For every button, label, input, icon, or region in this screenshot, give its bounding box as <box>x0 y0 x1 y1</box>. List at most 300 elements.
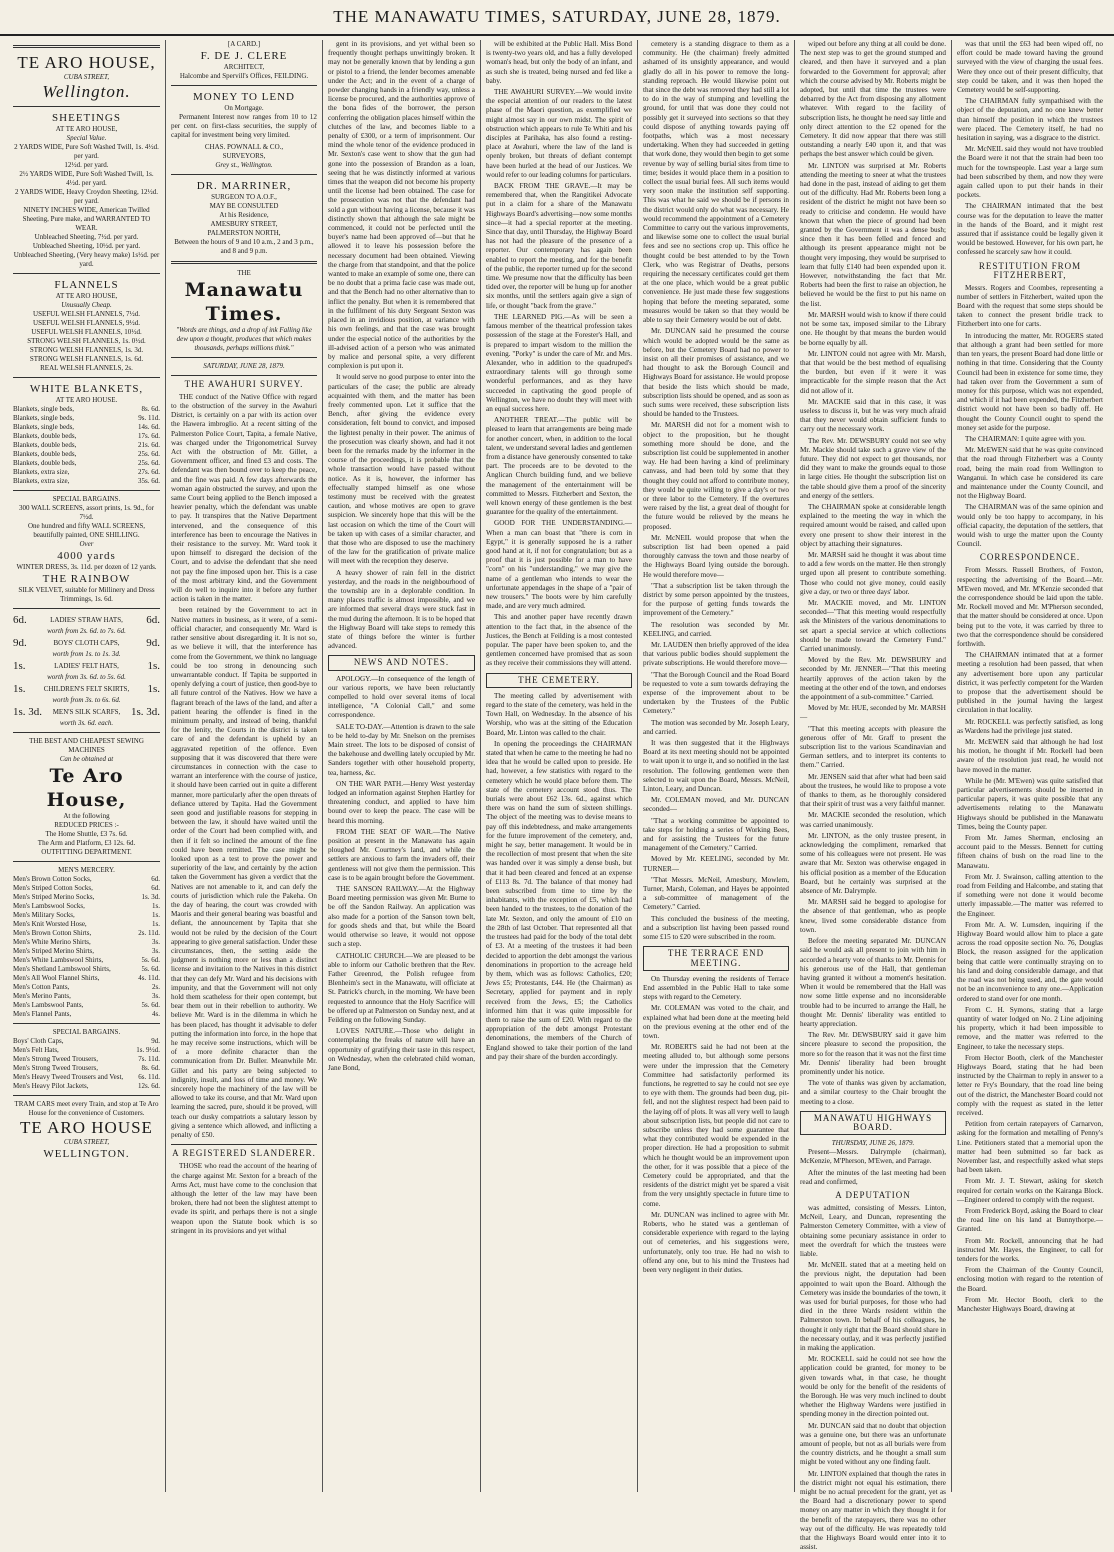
sheeting-item: 2½ YARDS WIDE, Pure Soft Washed Twill, 1s. 4½d. per yard. <box>19 170 154 187</box>
blanket-row-cell: 17s. 6d. <box>138 432 160 440</box>
terrace-text: wiped out before any thing at all could be done. The next step was to get the ground stumped and cleared, and then have it surveyed and a plan forwarded to the Government for approval; after which the course advised by Mr. Roberts might be adopted, but until that time the trustees were debarred by the Act from disposing any allotment whatever. With regard to the facility of subscription lists, he thought he need say little and only direct attention to the £2 opened for the Cemetery. It did now appear that there was still outstanding a nearly £40 upon it, and that was perhaps the best answer which could be given. <box>800 40 946 159</box>
terrace-text: Before the meeting separated Mr. DUNCAN said he would ask all present to join with him in accorded a hearty vote of thanks to Mr. Dennis for his generous use of the Hall, that gentleman having granted it without a moment's hesitation. When it would be remembered that the Hall was now some little expense and no inconsiderable trouble had to be incurred to arrange the Hall, he thought Mr. Dennis' liberality was entitled to hearty appreciation. <box>800 937 946 1028</box>
terrace-text: Mr. LINTON could not agree with Mr. Marsh, that that would be the best method of equalising the burden, but even if it were it was impracticable for the simple reason that the Act did not allow of it. <box>800 349 946 395</box>
column-5 <box>638 40 795 1492</box>
terrace-text: Mr. MACKIE moved, and Mr. LINTON seconded—"That this meeting would respectfully ask the Ministers of the various denominations to set apart a special service at which collections should be made toward the Cemetery Fund." Carried unanimously. <box>800 598 946 653</box>
mercery-row-cell: 5s. 6d. <box>141 1001 160 1009</box>
blanket-row <box>13 450 160 459</box>
special-bargains-2: SPECIAL BARGAINS. <box>52 1028 121 1036</box>
flannel-item: REAL WELSH FLANNELS, 2s. <box>40 364 133 372</box>
price-cell: 9d. <box>146 637 160 649</box>
cemetery-text: Moved by Mr. KEELING, seconded by Mr. TURNER— <box>643 855 789 873</box>
bargain-row-cell: Men's Strong Tweed Trousers, <box>13 1064 99 1072</box>
worth-from: worth 3s. 6d. each. <box>59 719 114 727</box>
blanket-row-cell: Blankets, single beds, <box>13 405 75 413</box>
mercery-row-cell: 4s. 11d. <box>138 974 160 982</box>
mercery-row-cell: 1s. <box>152 902 160 910</box>
flannels-sub: AT TE ARO HOUSE, <box>55 292 118 300</box>
tram-cars: TRAM CARS meet every Train, and stop at Te Aro House for the convenience of Customers. <box>14 1100 159 1117</box>
cemetery-text: Mr. LAUDEN then briefly approved of the idea that various public bodies should supplement the private subscriptions. He would therefore move— <box>643 641 789 668</box>
terrace-text: Mr. COLEMAN was voted to the chair, and explained what had been done at the meeting held on the previous evening at the other end of the town. <box>643 1004 789 1040</box>
mercery-row-cell: Men's Flannel Pants, <box>13 1010 72 1018</box>
sheetings-sub: AT TE ARO HOUSE, <box>55 125 118 133</box>
highways-text: From Frederick Boyd, asking the Board to clear the road line on his land at Bunnythorpe.—Granted. <box>957 1206 1103 1234</box>
worth-from: worth from 3s. 6d. to 5s. 6d. <box>47 673 126 681</box>
mercery-row-cell: 1s. 3d. <box>141 893 160 901</box>
mercery-row-cell: 3s. <box>152 938 160 946</box>
highways-text: The CHAIRMAN intimated that the best course was for the deputation to leave the matter in the hands of the Board, and it might rest assured that if assistance could be legally given it would be bestowed. However, for his own part, he confessed he scarcely saw how it could. <box>957 202 1103 257</box>
blanket-row-cell: 25s. 6d. <box>138 459 160 467</box>
mercery-row-cell: Men's Striped Merino Shirts, <box>13 947 94 955</box>
mercery-row-cell: 1s. <box>152 920 160 928</box>
mercery-head: MEN'S MERCERY. <box>58 866 115 874</box>
highways-text: Mr. DUNCAN said that no doubt that objection was a genuine one, but there was an unfortunate amount of people, but not as all burials were from the country districts, and he thought a small sum might be voted without any one finding fault. <box>800 1421 946 1467</box>
price-cell: 9d. <box>13 637 27 649</box>
blankets-head: WHITE BLANKETS, <box>29 383 144 395</box>
price-cell: BOYS' CLOTH CAPS, <box>53 639 120 647</box>
highways-text: From Mr. Rockell, announcing that he had instructed Mr. Hayes, the Engineer, to call for tenders for the works. <box>957 1236 1103 1263</box>
blanket-row-cell: Blankets, extra size, <box>13 468 70 476</box>
blanket-row <box>13 423 160 432</box>
cemetery-text: "That a subscription list be taken through the district by some person appointed by the trustees, for the purpose of getting funds towards the improvement of the Cemetery." <box>643 581 789 618</box>
terrace-text: Mr. DUNCAN was inclined to agree with Mr. Roberts, who he stated was a gentleman of considerable experience with regard to the laying out of cemeteries, and his suggestions were, unfortunately, only too true. He had no wish to offend any one, but to his mind the Trustees had been very negligent in their duties. <box>643 1210 789 1274</box>
masthead: THE MANAWATU TIMES, SATURDAY, JUNE 28, 1879. <box>0 0 1114 36</box>
flannels-head: FLANNELS <box>54 279 119 291</box>
highways-text: Mr. McNEIL said they would not have troubled the Board were it not that the strain had been too much for the townspeople. Last year a large sum had been subscribed by them, and now they were again called upon to put their hands in their pockets. <box>957 145 1103 200</box>
slander-text: THOSE who read the account of the hearing of the charge against Mr. Sexton for a breach of the Arms Act, must have come to the conclusion that although the letter of the law may have been broken, there had not been the slightest attempt to evade its spirit, and perhaps there is not a single weapon upon the Statute book which is so stringent in its provisions and yet withal <box>171 1162 317 1235</box>
bargain-row <box>13 1073 160 1082</box>
sewing-sub: Can be obtained at <box>59 755 114 763</box>
mercery-row-cell: 6d. <box>151 875 160 883</box>
outfitting-head: OUTFITTING DEPARTMENT. <box>41 848 132 856</box>
mercery-row-cell: Men's All Wool Flannel Shirts, <box>13 974 100 982</box>
highways-text: Mr. McNEIL stated that at a meeting held on the previous night, the deputation had been appointed to wait upon the Board. Although the Cemetery was inside the boundaries of the town, it was used for burial purposes, for those who had died in the three Wards resident within the Palmerston town. In behalf of his colleagues, he thought it only right that the Board should share in the necessary outlay, and it was perfectly justified in making the application. <box>800 1261 946 1353</box>
blankets-sub: AT TE ARO HOUSE. <box>55 396 118 404</box>
terrace-text: "That this meeting accepts with pleasure the generous offer of Mr. Graff to present the subscription list to the various Scandinavian and German settlers, and to interpret its contents to them." Carried. <box>800 724 946 770</box>
price-cell: 6d. <box>146 614 160 626</box>
price-row <box>13 705 160 719</box>
highways-text: The CHAIRMAN: I quite agree with you. <box>965 434 1086 443</box>
highways-text: From Mr. J. Swainson, calling attention to the road from Feilding and Halcombe, and stating that if something were not done it would become utterly impassable.—The matter was referred to the Engineer. <box>957 872 1103 918</box>
worth-from: worth from 1s. to 1s. 3d. <box>52 650 121 658</box>
blanket-row-cell: Blankets, double beds, <box>13 432 77 440</box>
highways-text: From Mr. A. W. Lumsden, inquiring if the Highway Board would allow him to place a gate across the road opposite section No. 76, Douglas Block, the reason assigned for the application being that cattle were continually straying on to his land and doing considerable damage, and that the road was not being used, and, the gate would not be an inconvenience to any one.—Application ordered to stand over for one month. <box>957 920 1103 1003</box>
highways-text: From Mr. James Sherman, enclosing an account paid to the Messrs. Bennett for cutting fifteen chains of bush on the road line to the Manawatu. <box>957 834 1103 870</box>
bargain-row-cell: 9d. <box>151 1037 160 1045</box>
grey-street: Grey st., Wellington. <box>215 160 273 169</box>
mercery-row-cell: Men's Striped Merino Socks, <box>13 893 95 901</box>
highways-text: was that until the £63 had been wiped off, no effort could be made toward having the ground surveyed with the view of charging the usual fees. Were they once out of their present difficulty, that step could be taken, and it was then hoped the Cemetery would be self-supporting. <box>957 40 1103 95</box>
highways-text: Mr. ROCKELL said he could not see how the application could be granted, for money to be given towards what, in that case, he thought would be only for the benefit of the residents of the Borough. He was very much inclined to doubt whether the Highway Wardens were justified in spending money in the direction pointed out. <box>800 1355 946 1419</box>
winter-dress: WINTER DRESS, 3s. 11d. per dozen of 12 yards. <box>16 563 157 571</box>
shop-street: CUBA STREET, <box>63 73 110 81</box>
highways-text: Mr. McEWEN said that he was quite convinced that the road through Fitzherbert was a County road, being the main road from Wellington to Wanganui. In which case he considered its care and maintenance under the County Council, and not the Highway Board. <box>957 446 1103 501</box>
highways-text: From C. H. Symons, stating that a large quantity of water lodged on No. 2 Line adjoining his property, which it had been impossible to remove, and the matter was referred to the Engineer, to take the necessary steps. <box>957 1005 1103 1051</box>
rainbow-sub: SILK VELVET, suitable for Millinery and Dress Trimmings, 1s. 6d. <box>18 586 155 603</box>
highways-text: Mr. LINTON explained that though the rates in the district might not equal his estimation, there might be no actual precedent for the grant, yet as the Board had a discretionary power to spend money on any matter in which they thought it for the benefit of the ratepayers, there was no other way out of the difficulty. He was repeatedly told that the Highways Board would enter into it to assist. <box>800 1469 946 1552</box>
terrace-text: Mr. MACKIE seconded the resolution, which was carried unanimously. <box>800 811 946 829</box>
blanket-row-cell: 27s. 6d. <box>138 468 160 476</box>
highways-text: The CHAIRMAN intimated that at a former meeting a resolution had been passed, that when any advertisement bore upon any particular district, it was perfectly competent for the Warden to propose that the advertisement should be published in the journal having the largest circulation in that locality. <box>957 651 1103 715</box>
news-item: THE LEARNED PIG.—As will be seen a famous member of the theatrical profession takes possession of the stage at the Forester's Hall, and is prepared to impart wisdom to the million the evening. "Porky" is under the care of Mr. and Mrs. Alexander, who in addition to the quadruped's extraordinary talents will go through some wonderful performances, and as they have succeeded in captivating the good people of Wellington, we have no doubt they will meet with an equal success here. <box>486 312 632 413</box>
mercery-row-cell: Men's White Lambswool Shirts, <box>13 956 104 964</box>
blanket-list <box>13 405 160 486</box>
article-text: gent in its provisions, and yet withal been so frequently thought perhaps unwittingly broken. It may not be generally known that by lending a gun or pistol to a friend, the lender becomes amenable under the Act; and in the event of a charge of powder changing hands in a friendly way, unless a license be procured, and the authorities approve of the bona fides of the borrower, the person conferring the obligation places himself within the clutches of the law, and becomes liable to a penalty of £300, or a term of imprisonment. Our mind the whole tenor of the evidence produced in Mr. Sexton's case went to show that the gun had gone into the possession of Brandon as a loan, seeing that he was distinctly informed at various times that the weapon did not become his property until the license had been obtained. The case for the prosecution was not that the defendant had sold a gun without having a license, because it was distinctly shown that although the sale might be commenced, it could not be perfected until the buyer's name had been approved of—but that he allowed it to leave his possession before the necessary document had been obtained. Viewing the charge from that standpoint, and that the police wanted to make an example of some one, there can be no doubt that a prima facie case was made out, and that the Bench had no other alternative than to inflict the penalty. But when it is remembered that in the fulfilment of his duty Sergeant Sexton was placed in an invidious position, at variance with his own feelings, and that the case was brought under the especial notice of the authorities by the ill-advised action of a person who was animated by malice and personal spite, a very different complexion is put upon it. <box>328 40 475 371</box>
terrace-text: The Rev. Mr. DEWSBURY could not see why Mr. Mackie should take such a grave view of the future. They did not expect to get thousands, nor did they want to make the grounds equal to those in large cities. He thought the subscription list on the table should give them a proof of the sincerity and energy of the settlers. <box>800 436 946 500</box>
blanket-row <box>13 468 160 477</box>
blanket-row-cell: Blankets, single beds, <box>13 423 75 431</box>
bargain-row-cell: Men's Felt Hats, <box>13 1046 59 1054</box>
terrace-text: Mr. MACKIE said that in this case, it was useless to discuss it, but he was very much afraid that they never would obtain sufficient funds to carry out the necessary work. <box>800 397 946 434</box>
highways-text: From Mr. J. T. Stewart, asking for sketch required for certain works on the Kairanga Block.—Engineer ordered to comply with the request. <box>957 1177 1103 1204</box>
price-row <box>13 613 160 627</box>
cemetery-head: THE CEMETERY. <box>486 673 632 688</box>
columns <box>8 40 1108 1552</box>
highways-text: Mr. ROCKELL was perfectly satisfied, as long as Wardens had the privilege just stated. <box>957 717 1103 735</box>
column-1-te-aro-advert <box>8 40 166 1492</box>
highways-text: Present—Messrs. Dalrymple (chairman), McKenzie, M'Pherson, M'Ewen, and Parrage. <box>800 1148 946 1166</box>
cemetery-text: In opening the proceedings the CHAIRMAN stated that when he came to the meeting he had no idea that he would be called upon to preside. He had, however, a few statistics with regard to the cemetery which he would place before them. The state of the cemetery account stood thus. The burials were about £62 13s. 6d., against which there was on hand the sum of sixteen shillings. The object of the meeting was to devise means to pay off this indebtedness, and make arrangements for the future improvement of the cemetery, and, might he say, better management. It would be in the recollection of most present that when the site was handed over it was simply a dense bush, but that it had been cleared and fenced at an expense of £113 8s. 7d. The balance of that money had been subscribed from time to time by the inhabitants, with the exception of £5, which had been handed to the trustees, to the donation of the late Mr. Sexton, and only the amount of £10 on the 28th of last October. That represented all that the trustees had paid for the body of the total debt of £3. At a meeting of the trustees it had been decided to apportion the debt amongst the various denominations in proportion to the acreage held by them, which was as follows: Catholics, £20; Jews £5; Protestants, £44. He (the Chairman) as Secretary, applied for payment and in reply received from the Jews, £5; the Catholics informed him that it was quite impossible for them to raise the sum of £20. With regard to the appropriation of the debt amongst Protestant denominations, the members of the Church of England showed to take their portion of the land and pay their share of the burden accordingly. <box>486 739 632 1061</box>
mercery-row <box>13 947 160 956</box>
arm-platform: The Arm and Platform, £3 12s. 6d. <box>37 839 136 847</box>
consult-hours: Between the hours of 9 and 10 a.m., 2 and 3 p.m., and 8 and 9 p.m. <box>174 237 314 255</box>
footer-street: CUBA STREET, <box>63 1138 110 1146</box>
money-to-lend: MONEY TO LEND <box>192 91 295 103</box>
sewing-head: THE BEST AND CHEAPEST SEWING MACHINES <box>29 737 144 754</box>
highways-text: From the Chairman of the County Council, enclosing motion with regard to the retention of the Board. <box>957 1266 1103 1293</box>
blanket-row-cell: 14s. 6d. <box>138 423 160 431</box>
mercery-row <box>13 875 160 884</box>
mercery-row <box>13 983 160 992</box>
bargain-row-cell: 6s. 11d. <box>138 1073 160 1081</box>
fitzherbert-head: RESTITUTION FROM FITZHERBERT, <box>978 260 1082 280</box>
news-item: CATHOLIC CHURCH.—We are pleased to be able to inform our Catholic brethren that the Rev. Father Greenrod, the Polish refugee from Blenheim's sect in the Manawatu, will officiate at St. Patrick's church, in the morning. We have been requested to announce that the Holy Sacrifice will be offered up at Palmerston on Sunday next, and at Feilding on the following Sunday. <box>328 951 475 1024</box>
mercery-row-cell: 6d. <box>151 884 160 892</box>
mercery-row <box>13 920 160 929</box>
blanket-row-cell: 8s. 6d. <box>141 405 160 413</box>
bargain-row-cell: 8s. 6d. <box>141 1064 160 1072</box>
sheeting-item: Unbleached Sheeting, 7½d. per yard. <box>34 233 139 241</box>
terrace-text: Mr. MARSH would wish to know if there could not be some tax, imposed similar to the Library one. He thought by that means the burden would be borne equally by all. <box>800 310 946 347</box>
blanket-row-cell: Blankets, double beds, <box>13 450 77 458</box>
mercery-row-cell: Men's Lambswool Pants, <box>13 1001 84 1009</box>
bargain-row <box>13 1037 160 1046</box>
article-text: A heavy shower of rain fell in the district yesterday, and the roads in the neighbourhood of the township are in a deplorable condition. In many places traffic is almost impossible, and we are informed that several drays were stuck fast in the mud during the afternoon. It is to be hoped that the Highway Board will take steps to remedy this state of things before the winter is further advanced. <box>328 568 475 651</box>
mercery-row-cell: Men's Knit Worsted Hose, <box>13 920 87 928</box>
consulted-label: MAY BE CONSULTED <box>209 201 279 210</box>
mercery-row-cell: 4s. <box>152 1010 160 1018</box>
flannel-item: USEFUL WELSH FLANNELS, 7½d. <box>33 310 140 318</box>
card-label: [A CARD.] <box>227 40 261 48</box>
mercery-row <box>13 902 160 911</box>
paper-title: Manawatu Times. <box>184 278 304 325</box>
highways-text: The CHAIRMAN fully sympathised with the object of the deputation, and no one knew better than himself the position in which the trustees were placed. The Cemetery itself, he had no hesitation in saying, was a disgrace to the district. <box>957 97 1103 143</box>
mercery-row <box>13 1010 160 1019</box>
blanket-row-cell: 25s. 6d. <box>138 450 160 458</box>
terrace-text: On Thursday evening the residents of Terrace End assembled in the Public Hall to take some steps with regard to the Cemetery. <box>643 974 789 1002</box>
slander-title: A REGISTERED SLANDERER. <box>172 1148 316 1159</box>
mercery-row <box>13 992 160 1001</box>
blanket-row <box>13 459 160 468</box>
news-item: THE SANSON RAILWAY.—At the Highway Board meeting permission was given Mr. Burne to be off the Sandon Railway. An application was also made for a portion of the Sanson town belt, for goods sheds and that, but while the Board would otherwise so leave, it would not oppose such a step. <box>328 885 475 949</box>
highways-text: From Hector Booth, clerk of the Manchester Highways Board, stating that he had been instructed by the Chairman to reply in answer to a letter re Fry's Boundary, that the road line being out of the district, the Manchester Board could not comply with the request as stated in the letter received. <box>957 1053 1103 1117</box>
deputation-head: A DEPUTATION <box>835 1189 911 1200</box>
mercery-row <box>13 956 160 965</box>
residence-label: At his Residence, <box>219 210 269 219</box>
cemetery-text: "That a working committee be appointed to take steps for holding a series of Working Bees, and for assisting the Trustees for the future management of the Cemetery." Carried. <box>643 816 789 853</box>
flannels-note: Unusually Cheap. <box>61 301 112 309</box>
mercery-row-cell: Men's White Merino Shirts, <box>13 938 91 946</box>
price-list <box>13 613 160 728</box>
blanket-row <box>13 441 160 450</box>
column-6 <box>795 40 952 1552</box>
mercery-row-cell: Men's Brown Cotton Shirts, <box>13 929 92 937</box>
blanket-row <box>13 477 160 486</box>
bargain-row <box>13 1046 160 1055</box>
news-item: APOLOGY.—In consequence of the length of our various reports, we have been reluctantly compelled to hold over several items of local intelligence, "A Colonial Call," and some correspondence. <box>328 674 475 720</box>
over-label: Over <box>79 540 94 548</box>
mercery-row-cell: 1s. <box>152 911 160 919</box>
highways-head: MANAWATU HIGHWAYS BOARD. <box>800 1111 946 1135</box>
cemetery-text: Mr. McNEIL would propose that when the subscription list had been opened a paid thoroughly canvass the town and those nearby of the Highways Board lying outside the borough. He would therefore move— <box>643 533 789 579</box>
price-cell: 1s. <box>147 683 160 695</box>
highways-text: Mr. McEWEN said that although he had lost his motion, he thought if Mr. Rockell had been aware of the resolution just read, he would not have moved in the matter. <box>957 738 1103 774</box>
surgeon-label: SURGEON TO A.O.F., <box>211 192 277 201</box>
cemetery-text: Mr. DUNCAN said he presumed the course which would be adopted would be the same as before, but the Cemetery Board had no power to insist on all their promises of assistance, and we had thought to ask the Borough Council and Highways Board for assistance. He would propose that beside the lists which should be made, subscription lists should be opened, and as soon as such sums were received, these subscription lists should be handed to the Trustees. <box>643 327 789 419</box>
clere-name: F. DE J. CLERE <box>200 50 288 62</box>
mercery-row-cell: 5s. 6d. <box>141 956 160 964</box>
bargain-list <box>13 1037 160 1091</box>
blanket-row <box>13 414 160 423</box>
news-item: will be exhibited at the Public Hall. Miss Bond is twenty-two years old, and has a fully developed woman's head, but only the body of an infant, and as such she is treated, being nursed and fed like a baby. <box>486 40 632 85</box>
column-7 <box>952 40 1108 1492</box>
sheeting-item: Unbleached Sheeting, (Very heavy make) 1s½d. per yard. <box>13 251 160 268</box>
highways-text: The CHAIRMAN was of the same opinion and would only be too happy to accompany, in his official capacity, the deputation of the settlers, that would wish to urge the matter upon the County Council. <box>957 503 1103 549</box>
mercery-row <box>13 1001 160 1010</box>
marriner-name: DR. MARRINER, <box>196 179 292 192</box>
terrace-text: Mr. MARSH said he begged to apologise for the absence of that gentleman, who as people knew, lived some considerable distance from town. <box>800 898 946 934</box>
terrace-text: Mr. LINTON, as the only trustee present, in acknowledging the compliment, remarked that some of his colleagues were not present. He was aware that Mr. Sexton was otherwise engaged in his official position as a member of the Education Board, but he certainly was surprised at the absence of Mr. Dalrymple. <box>800 831 946 896</box>
price-row <box>13 682 160 696</box>
terrace-text: Mr. LINTON was surprised at Mr. Roberts attending the meeting to sneer at what the trustees had done in the past, instead of aiding to get them out of the difficulty. Had Mr. Roberts been long a resident of the district he might not have been so ready to criticise and condemn. He would have known that when the piece of ground had been granted by the Government it was a dense bush; since then it has been felled and fenced and although its present appearance might not be thought very imposing, they would be surprised to learn that fully £140 had been expended upon it. However, notwithstanding the fact that Mr. Roberts had been the first to raise an objection, he believed he would be the first to put his name on the list. <box>800 161 946 308</box>
mercery-row-cell: Men's Brown Cotton Socks, <box>13 875 92 883</box>
price-cell: MEN'S SILK SCARFS, <box>52 708 121 716</box>
mercery-list <box>13 875 160 1019</box>
bargain-row <box>13 1082 160 1091</box>
cemetery-text: It was then suggested that it the Highways Board at its next meeting should not be appointed to wait upon it to urge it, and so notified in the last resolution. The following gentlemen were then selected to wait upon the Board, Messrs. McNeil, Linton, Leary, and Duncan. <box>643 739 789 794</box>
cemetery-text: "That the Borough Council and the Road Board be requested to vote a sum towards defraying the expense of the improvement about to be undertaken by the Trustees of the Public Cemetery." <box>643 670 789 716</box>
news-item: ANOTHER TREAT.—The public will be pleased to learn that arrangements are being made for another concert, when, in addition to the local talent, we understand several ladies and gentlemen from a distance have generously consented to take part. The proceeds are to be devoted to the Anglican Church building fund, and we believe the management of the entertainment will be committed to Messrs. Fitzherbert and Sexton, the well known energy of these gentlemen is the best guarantee for the quality of the entertainment. <box>486 416 632 517</box>
bargain-row <box>13 1055 160 1064</box>
price-cell: LADIES' STRAW HATS, <box>50 616 123 624</box>
special-bargains: SPECIAL BARGAINS. <box>52 495 121 503</box>
mercery-row <box>13 974 160 983</box>
sheeting-item: NINETY INCHES WIDE, American Twilled Sheeting, Pure make, and WARRANTED TO WEAR. <box>22 206 151 232</box>
blanket-row-cell: Blankets, double beds, <box>13 459 77 467</box>
pownall: CHAS. POWNALL & CO., <box>204 142 284 151</box>
wall-screens: 300 WALL SCREENS, assort prints, 1s. 9d., for 7½d. <box>19 504 154 521</box>
price-cell: LADIES' FELT HATS, <box>54 662 119 670</box>
bargain-row-cell: 12s. 6d. <box>138 1082 160 1090</box>
worth-from: worth from 2s. 6d. to 7s. 6d. <box>47 627 126 635</box>
blanket-row-cell: 9s. 11d. <box>138 414 160 422</box>
news-item: LOVES NATURE.—Those who delight in contemplating the freaks of nature will have an opportunity of gratifying their taste in this respect, on Wednesday, when the celebrated child woman, Jane Bond, <box>328 1027 475 1072</box>
mercery-row <box>13 884 160 893</box>
mercery-row-cell: 3s. <box>152 992 160 1000</box>
bargain-row <box>13 1064 160 1073</box>
news-item: ON THE WAR PATH.—Henry West yesterday lodged an information against Stephen Hartley for threatening conduct, and applied to have him bound over to keep the peace. The case will be heard this morning. <box>328 779 475 825</box>
flannel-item: STRONG WELSH FLANNELS, 1s. 0½d. <box>27 337 146 345</box>
highways-text: While he (Mr. M'Ewen) was quite satisfied that particular advertisements should be inserted in particular papers, it was quite possible that any advertisements relating to the Manawatu Highways should be published in the Manawatu Times, being the County paper. <box>957 776 1103 831</box>
worth-from: worth from 3s. to 6s. 6d. <box>52 696 121 704</box>
yards-label: 4000 yards <box>57 550 116 562</box>
column-4 <box>481 40 638 1492</box>
cemetery-text: The resolution was seconded by Mr. KEELING, and carried. <box>643 620 789 638</box>
news-item: SALE TO-DAY.—Attention is drawn to the sale to be held to-day by Mr. Snelson on the premises Main street. The lots to be disposed of consist of the bakehouse and dwelling lately occupied by Mr. Sanders together with other household property, tea, harness, &c. <box>328 722 475 777</box>
flannel-item: USEFUL WELSH FLANNELS, 10½d. <box>31 328 142 336</box>
news-item: THE AWAHURI SURVEY.—We would invite the especial attention of our readers to the latest phase of the Maori question, as exemplified we might almost say in our own midst. The spirit of obstruction which appears to rule Te Whiti and his disciples at Parihaka, has also found a resting-place at Awahuri, where the law of the land is openly broken, but threats of defiant contempt have been hurled at the head of our Justices. We would refer to our leading columns for particulars. <box>486 88 632 179</box>
highways-text: In introducing the matter, Mr. ROGERS stated that although a grant had been settled for more than ten years, the present Board had done little or nothing in that time. Considering that the County Council had been in existence for some time, they had taken over from the Government a sum of money for this purpose, which was not expended, and which if it had been expended, the Fitzherbert district would not have been so badly off. He thought the County Council ought to spend the money set aside for the purpose. <box>957 331 1103 432</box>
sheetings-head: SHEETINGS <box>52 112 121 124</box>
clere-address: Halcombe and Spervill's Offices, FEILDING. <box>179 72 309 80</box>
article-text: It would serve no good purpose to enter into the particulars of the case; the public are already acquainted with them, and the matter has been freely commented upon. Let it suffice that the Bench, after giving the evidence every consideration, felt bound to convict, and imposed the lightest penalty in their power. The animus of the prosecution was clearly shown, and had it not been for the remarks made by the informer in the course of the proceedings, it is probable that the whole transaction would have passed without notice. As it is, however, the informer has effectually stamped himself as one whose testimony must be received with the greatest caution, and whose motives are open to grave suspicion. We sincerely hope that this will be the last occasion on which the time of the Court will be taken up with cases of a similar character, and that those who are disposed to use the machinery of the law for the gratification of private malice will meet with the reception they deserve. <box>328 373 475 566</box>
price-cell: CHILDREN'S FELT SKIRTS, <box>43 685 130 693</box>
price-cell: 1s. <box>13 660 26 672</box>
highways-text: was admitted, consisting of Messrs. Linton, McNeil, Leary, and Duncan, representing the Palmerston Cemetery Committee, with a view of obtaining some pecuniary assistance in order to meet the overdraft for which the trustees were liable. <box>800 1203 946 1258</box>
terrace-text: Mr. JENSEN said that after what had been said about the trustees, he would like to propose a vote of thanks to them, as he thoroughly considered that their spirit of trust was a very faithful manner. <box>800 772 946 809</box>
highways-text: Messrs. Rogers and Coombes, representing a number of settlers in Fitzherbert, waited upon the Board with the request that some steps should be taken to connect the present bridle track to Fitzherbert into one for carts. <box>957 283 1103 329</box>
cemetery-text: The motion was seconded by Mr. Joseph Leary, and carried. <box>643 718 789 736</box>
blanket-row-cell: 21s. 6d. <box>138 441 160 449</box>
mercery-row-cell: 3s. <box>152 947 160 955</box>
price-row <box>13 636 160 650</box>
terrace-text: Moved by the Rev. Mr. DEWSBURY and seconded by Mr. JENNER—"That this meeting heartily approves of the action taken by the meeting at the other end of the town, and endorses the appointment of a sub-committee." Carried. <box>800 656 946 702</box>
terrace-text: The CHAIRMAN spoke at considerable length explained to the meeting the way in which the required amount would be raised, and called upon every one present to show their interest in the object by attaching their signatures. <box>800 502 946 548</box>
news-item: FROM THE SEAT OF WAR.—The Native position at present in the Manawatu has again ploughed Mr. Courtney's land, and while the settlers are anxious to farm the invaders off, their gentleness will not give them the permission. This case is to be again brought before the Government. <box>328 827 475 882</box>
highways-text: From Mr. Hector Booth, clerk to the Manchester Highways Board, drawing at <box>957 1295 1103 1313</box>
mercery-row <box>13 938 160 947</box>
mercery-row-cell: Men's Merino Pants, <box>13 992 71 1000</box>
news-item: GOOD FOR THE UNDERSTANDING.—When a man can boast that "there is corn in Egypt," it is generally supposed he is a rather good hand at it, if not for congratulation; but as a proof that it is just possible for a man to have "corn" on his "understanding," we may give the name of a gentleman who intends to wear the unfortunate appendages in the shape of a "pair of new trousers." The boots were by him carefully made, and are very much admired. <box>486 519 632 611</box>
shop-name: TE ARO HOUSE, <box>17 53 156 72</box>
blanket-row-cell: Blankets, extra size, <box>13 477 70 485</box>
surveyors: SURVEYORS, <box>222 151 266 160</box>
cemetery-text: Mr. COLEMAN moved, and Mr. DUNCAN seconded— <box>643 796 789 814</box>
highways-text: From Messrs. Russell Brothers, of Foxton, respecting the advertising of the Board.—Mr. M'Ewen moved, and Mr. M'Kenzie seconded that the correspondence should be laid upon the table. Mr. Rockell moved and Mr. M'Pherson seconded, that the matter should be considered at once. Upon being put to the vote, it was carried by three to two that the correspondence should be considered forthwith. <box>957 566 1103 648</box>
sheeting-item: 12½d. per yard. <box>64 161 109 169</box>
special-value: Special Value. <box>66 134 107 142</box>
palmerston-north: PALMERSTON NORTH, <box>207 228 281 237</box>
leader-title: THE AWAHURI SURVEY. <box>184 378 304 389</box>
bargain-row-cell: Boys' Cloth Caps, <box>13 1037 64 1045</box>
leader-text-2: been retained by the Government to act in Native matters in business, as it were, of a semi-official character, and consequently Mr. Ward is rather sensitive about disregarding it. It is not so, as we believe it will, that the interference has come from the Government, we think no language could be too strong in denouncing such unwarrantable conduct. If Tapita be supported in openly defying a court of justice, then good-bye to all future control of the Natives. How we have a flagrant breach of the laws of the land, and after a patient hearing the offender is fined in the minimum penalty, and instead of being, thankful for the lenity, the Courts in the district is taken care of and the defendant is upheld by an aggravated repetition of the offence. Even supposing that it was discovered that there were circumstances in connection with the case to warrant an interference with the course of justice, it should have been carried out in quite a different manner, more particularly after the open threats of defiance uttered by Tapita. Had the Government seen good and justifiable reasons for stepping in between the law, it should have waited until the order of the Court had been complied with, and then if it felt so inclined the amount of the fine could have been remitted. The case might be looked upon as a test to prove the power and superiority of the law, and certainly by the action taken the Government has given a verdict that the Natives are not amenable to it, and can defy the courts of jurisdiction which rule the Pakeha. On the day of hearing, the court was crowded with Maoris and their general bearing was boastful and defiant, the announcement by Tapita that she would not be ruled by the decision of the Court appearing to give general satisfaction. Under these circumstances, then, the setting aside the judgment is nothing more or less than a distinct license and invitation to the Natives in this district that they can defy Mr. Ward and his decisions with impunity, and that the Government will not only hold them scatheless for their open contempt, but bear them out in their rebellion to authority. We believe Mr. Ward is in the dilemma in which he has been placed, has thought it advisable to defer putting the information into force, in the hope that he may receive some instructions, which will be of a more definite character than the communication from Dr. Buller. Meanwhile Mr. Gillet and his party are being subjected to indignity, insult, and loss of time and money. We sincerely hope the machinery of the law will be allowed to take its course, and that Mr. Ward upon learning the sacred, pure, should it be proved, will teach our dusky compatriots a salutary lesson by giving a sentence which allowed, and inflicting a penalty of £50. <box>171 606 317 1140</box>
terrace-text: Mr. MARSH said he thought it was about time to add a few words on the matter. He then strongly urged upon all present to contribute something. Those who could not give money, could easily give a day, or two or three days' labor. <box>800 550 946 596</box>
on-mortgage: On Mortgage. <box>224 104 264 112</box>
highways-date: THURSDAY, JUNE 26, 1879. <box>831 1139 915 1148</box>
blanket-row <box>13 432 160 441</box>
cemetery-text: "That Messrs. McNeil, Amesbury, Mowlem, Turner, Marsh, Coleman, and Hayes be appointed a sub-committee of management of the Cemetery." Carried. <box>643 875 789 912</box>
news-head: NEWS AND NOTES. <box>328 655 475 670</box>
home-shuttle: The Home Shuttle, £3 7s. 6d. <box>45 830 128 838</box>
shop-city: Wellington. <box>42 82 131 101</box>
price-cell: 1s. <box>147 660 160 672</box>
one-shilling: One hundred and fifty WALL SCREENS, beautifully painted, ONE SHILLING. <box>27 522 146 539</box>
money-text: Permanent Interest now ranges from 10 to 12 per cent. on first-class securities, the supply of capital for investment being very limited. <box>171 113 317 140</box>
cemetery-text: This concluded the business of the meeting, and a subscription list having been passed round some £15 to £20 were subscribed in the room. <box>643 914 789 942</box>
blanket-row-cell: Blankets, single beds, <box>13 414 75 422</box>
paper-date: SATURDAY, JUNE 28, 1879. <box>203 361 285 370</box>
rainbow-head: THE RAINBOW <box>42 573 131 585</box>
blanket-row <box>13 405 160 414</box>
cemetery-text: The meeting called by advertisement with regard to the state of the cemetery, was held in the Town Hall, on Wednesday. In the absence of his Worship, who was at the sitting of the Education Board, Mr. Linton was called to the chair. <box>486 691 632 737</box>
clere-title: ARCHITECT, <box>223 63 265 71</box>
flannel-item: USEFUL WELSH FLANNELS, 9½d. <box>33 319 140 327</box>
price-cell: 6d. <box>13 614 27 626</box>
price-cell: 1s. <box>13 683 26 695</box>
te-aro-script: Te Aro House, <box>46 765 127 811</box>
blanket-row-cell: 35s. 6d. <box>138 477 160 485</box>
price-cell: 1s. 3d. <box>130 706 160 718</box>
mercery-row-cell: Men's Shetland Lambswool Shirts, <box>13 965 111 973</box>
reduced-label: REDUCED PRICES :- <box>54 821 119 829</box>
paper-title-the: THE <box>237 268 251 277</box>
terrace-text: The vote of thanks was given by acclamation, and a similar courtesy to the Chair brought the meeting to a close. <box>800 1079 946 1106</box>
footer-shop-name: TE ARO HOUSE <box>20 1118 153 1137</box>
mercery-row <box>13 911 160 920</box>
price-row <box>13 659 160 673</box>
bargain-row-cell: Men's Strong Tweed Trousers, <box>13 1055 99 1063</box>
leader-text: THE conduct of the Native Office with regard to the obstruction of the survey in the Awahuri District, is certainly on a par with its action over the Hawera imbroglio. At a recent sitting of the Palmerston Police Court, Tapita, a female Native, was charged under the Trigonometrical Survey Act with the obstruction of Mr. Gillet, a Government officer, and fined £3 and costs. The defendant was then bound over to keep the peace, and the fine was paid. A few days afterwards the woman again obstructed the survey, and upon the same Court being applied to the Bench imposed a heavier penalty, which the defendant was unable to pay. It transpires that the Native Department intervened, and the consequence of this interference has been to encourage the Natives in their resistance to the survey. Mr. Ward took it upon himself to disregard the decision of the Court, and to advise the defendant that she need not pay the fine imposed upon her. This is a case of the most arbitrary kind, and the Government will do well to inquire into it before any further action is taken in the matter. <box>171 392 317 604</box>
terrace-text: The Rev. Mr. DEWSBURY said it gave him sincere pleasure to second the proposition, the more so for the reason that it was not the first time Mr. Dennis' liberality had been brought prominently under his notice. <box>800 1031 946 1076</box>
terrace-text: Mr. ROBERTS said he had not been at the meeting alluded to, but although some persons were under the impression that the Cemetery Committee had satisfactorily performed its functions, he regretted to say he could not see eye to eye with them. The grounds had been dug, pit-fell, and not the slightest respect had been paid to the laying off of plots. It was all very well to laugh about subscription lists, but people did not care to subscribe unless they had some guarantee that what they contributed would be expended in the proper direction. He had a proposition to submit which he thought would be an improvement upon the other, for it was possible that a piece of the Cemetery could be appropriated, and that the residents of the district might yet be spared a visit from the very unsightly spectacle in future time to come. <box>643 1043 789 1208</box>
column-2 <box>166 40 323 1492</box>
terrace-head: THE TERRACE END MEETING. <box>643 946 789 970</box>
footer-city: WELLINGTON. <box>43 1148 130 1160</box>
mercery-row-cell: Men's Striped Cotton Socks, <box>13 884 93 892</box>
amesbury-street: AMESBURY STREET, <box>210 219 278 228</box>
price-cell: 1s. 3d. <box>13 706 43 718</box>
terrace-text: Moved by Mr. HUE, seconded by Mr. MARSH— <box>800 704 946 722</box>
bargain-row-cell: 1s. 9½d. <box>136 1046 160 1054</box>
column-3 <box>323 40 481 1492</box>
news-item: BACK FROM THE GRAVE.—It may be remembered that, when the Rangitikei Advocate put in a claim for a share of the Manawatu Highways Board's advertising—now some months since—it had a special reporter at the meeting. Since that day, until Thursday, the Highway Board has not had the pleasure of the presence of a reporter. Our contemporary has again been enabled to report the meeting, and for the benefit of the public, the reporter turned up for the second time. We presume now that the difficulty has been tided over, the reporter will be hung up for another six months, until the settlers again give a sign of life, or thought "back from the grave." <box>486 182 632 310</box>
bargain-row-cell: 7s. 11d. <box>138 1055 160 1063</box>
mercery-row <box>13 929 160 938</box>
mercery-row-cell: Men's Cotton Pants, <box>13 983 70 991</box>
cemetery-text: Mr. MARSH did not for a moment wish to object to the proposition, but he thought something more should be done, and the subscription list could be supplemented in another way. He had been having a kind of preliminary canvass, and had been told by some that they thought they could not afford to contribute money, they would be quite willing to give a day's or two or three labor to the Cemetery. If the overtures were raised by the list, a great deal of thought for the future would be relieved by the means he proposed. <box>643 421 789 531</box>
mercery-row-cell: Men's Lambswool Socks, <box>13 902 85 910</box>
following-label: At the following <box>63 812 110 820</box>
sheeting-item: Unbleached Sheeting, 10½d. per yard. <box>32 242 141 250</box>
flannel-item: STRONG WELSH FLANNELS, 1s. 3d. <box>29 346 144 354</box>
mercery-row <box>13 893 160 902</box>
sheeting-item: 2 YARDS WIDE, Pure Soft Washed Twill, 1s. 4½d. per yard. <box>14 143 159 160</box>
correspondence-head: CORRESPONDENCE. <box>979 552 1081 563</box>
cemetery-text: cemetery is a standing disgrace to them as a community. He (the chairman) freely admitted ashamed of its unsightly appearance, and would gladly do all in his power to remove the long-standing reproach. He would likewise point out that since the debt was removed they had still a lot to do in the way of stumping and levelling the ground, for until that was done they could not possibly get it surveyed into sections so that they could dispose of anything towards paying off footpaths, which was a most necessary undertaking. When they had succeeded in getting that work done, they would then begin to get some revenue by way of selling burial sites from time to time; besides it would place them in a position to collect the usual burial fees. All such items would very soon make the institution self supporting. This was what he said we should be if persons in the district would only do what was necessary. He would recommend the appointment of a Cemetery Committee to carry out the various improvements, and likewise some one to collect the usual burial fees and see no sections crop up. This office he thought could be best attended to by the Town Clerk, who was Registrar of Deaths, persons requiring the necessary certificates could get them at the one place, which would be a great public convenience. He just made these few suggestions hoping that before the meeting separated, some measures would be taken so that they would be able to say their Cemetery would be out of debt. <box>643 40 789 325</box>
news-item: This and another paper have recently drawn attention to the fact that, in the absence of the Justices, the Bench at Feilding is a most contested popular. The paper have been spoken to, and the gentlemen concerned have promised that as soon as they receive their commissions they will attend. <box>486 613 632 668</box>
paper-motto: "Words are things, and a drop of ink Falling like dew upon a thought, produces that which makes thousands, perhaps millions think." <box>176 325 312 352</box>
bargain-row-cell: Men's Heavy Tweed Trousers and Vest, <box>13 1073 124 1081</box>
flannel-item: STRONG WELSH FLANNELS, 1s. 6d. <box>29 355 144 363</box>
mercery-row-cell: 2s. <box>152 983 160 991</box>
bargain-row-cell: Men's Heavy Pilot Jackets, <box>13 1082 89 1090</box>
blanket-row-cell: Blankets, double beds, <box>13 441 77 449</box>
highways-text: After the minutes of the last meeting had been read and confirmed, <box>800 1168 946 1186</box>
sheeting-item: 2 YARDS WIDE, Heavy Croydon Sheeting, 12½d. per yard. <box>14 188 159 205</box>
mercery-row-cell: 5s. 6d. <box>141 965 160 973</box>
mercery-row-cell: Men's Military Socks, <box>13 911 75 919</box>
highways-text: Petition from certain ratepayers of Carnarvon, asking for the formation and metalling of Penny's Line. Petitioners stated that a memorial upon the matter had been submitted so far back as November last, and respectfully asked what steps had been taken. <box>957 1120 1103 1175</box>
